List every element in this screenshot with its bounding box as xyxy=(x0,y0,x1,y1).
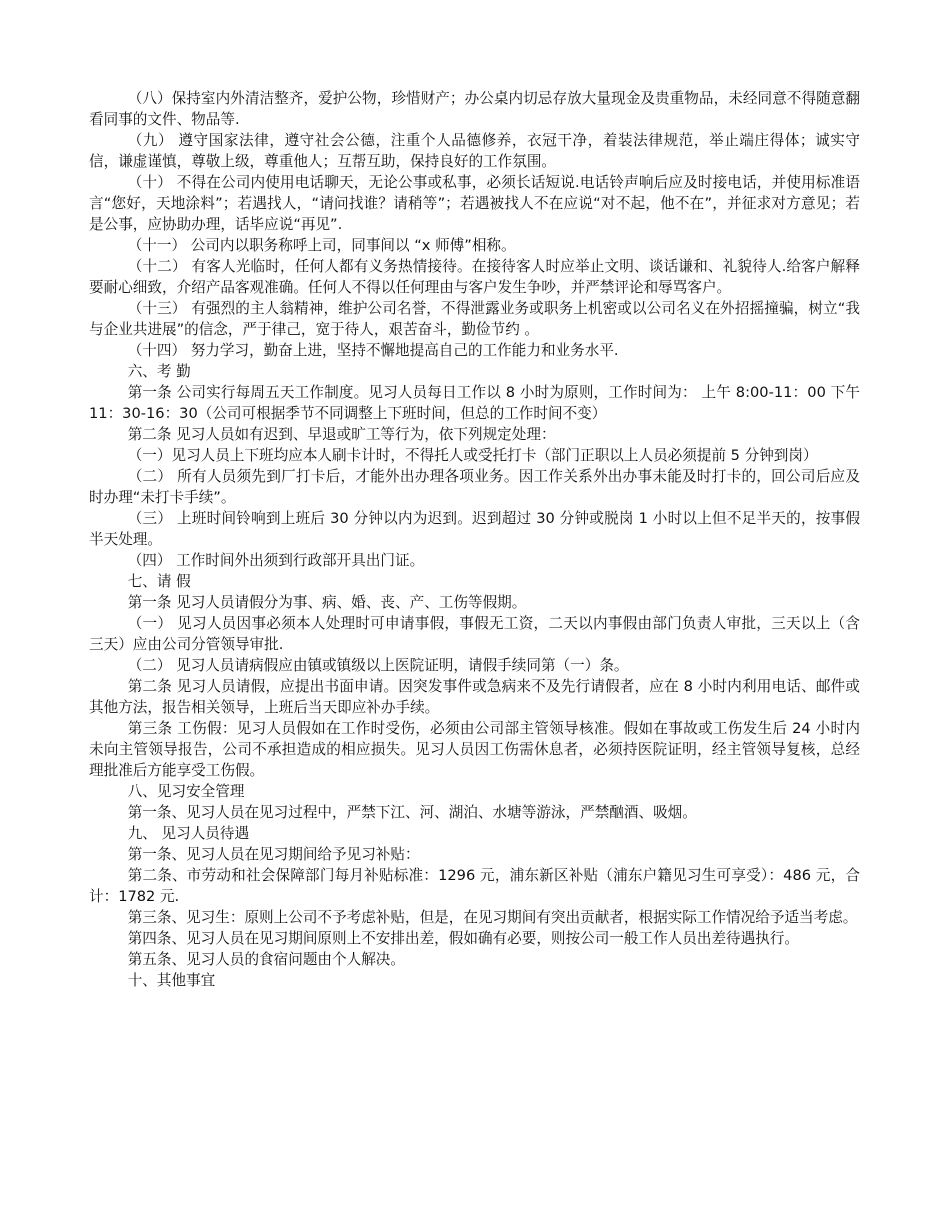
attendance-article-one: 第一条 公司实行每周五天工作制度。见习人员每日工作以 8 小时为原则，工作时间为： 上午 8:00-11：00 下午 11：30-16：30（公司可根据季节不同调整上下班时间，但总的工作时间不变） xyxy=(89,384,860,422)
clause-thirteen: （十三） 有强烈的主人翁精神，维护公司名誉，不得泄露业务或职务上机密或以公司名义在外招摇撞骗，树立“我与企业共进展”的信念，严于律己，宽于待人，艰苦奋斗，勤俭节约 。 xyxy=(89,300,860,338)
benefits-article-five: 第五条、见习人员的食宿问题由个人解决。 xyxy=(127,951,405,968)
benefits-article-two: 第二条、市劳动和社会保障部门每月补贴标准：1296 元，浦东新区补贴（浦东户籍见习生可享受）：486 元，合计：1782 元. xyxy=(89,867,860,905)
leave-article-two: 第二条 见习人员请假，应提出书面申请。因突发事件或急病来不及先行请假者，应在 8 小时内利用电话、邮件或其他方法，报告相关领导，上班后当天即应补办手续。 xyxy=(89,678,860,716)
section-heading-safety: 八、见习安全管理 xyxy=(127,783,245,800)
clause-ten: （十） 不得在公司内使用电话聊天，无论公事或私事，必须长话短说.电话铃声响后应及时接电话，并使用标准语言“您好，天地涂料”；若遇找人，“请问找谁？请稍等”；若遇被找人不在应说“对不起，他不在”，并征求对方意见；若是公事，应协助办理，话毕应说“再见”. xyxy=(89,174,860,233)
leave-article-three: 第三条 工伤假：见习人员假如在工作时受伤，必须由公司部主管领导核准。假如在事故或工伤发生后 24 小时内未向主管领导报告，公司不承担造成的相应损失。见习人员因工伤需休息者，必须持医院证明，经主管领导复核，总经理批准后方能享受工伤假。 xyxy=(89,720,860,779)
attendance-item-two: （二） 所有人员须先到厂打卡后，才能外出办理各项业务。因工作关系外出办事未能及时打卡的，回公司后应及时办理“未打卡手续”。 xyxy=(89,468,860,506)
clause-eleven: （十一） 公司内以职务称呼上司，同事间以 “x 师傅”相称。 xyxy=(127,237,516,254)
clause-nine: （九） 遵守国家法律，遵守社会公德，注重个人品德修养，衣冠干净，着装法律规范，举止端庄得体；诚实守信，谦虚谨慎，尊敬上级，尊重他人；互帮互助，保持良好的工作氛围。 xyxy=(89,132,860,170)
benefits-article-three: 第三条、见习生：原则上公司不予考虑补贴，但是，在见习期间有突出贡献者，根据实际工作情况给予适当考虑。 xyxy=(127,909,858,926)
section-heading-benefits: 九、 见习人员待遇 xyxy=(127,825,250,842)
section-heading-other: 十、其他事宜 xyxy=(127,972,216,989)
leave-article-one: 第一条 见习人员请假分为事、病、婚、丧、产、工伤等假期。 xyxy=(127,594,527,611)
safety-article-one: 第一条、见习人员在见习过程中，严禁下江、河、湖泊、水塘等游泳，严禁酗酒、吸烟。 xyxy=(127,804,697,821)
attendance-item-one: （一）见习人员上下班均应本人刷卡计时，不得托人或受托打卡（部门正职以上人员必须提前 5 分钟到岗） xyxy=(127,447,818,464)
section-heading-leave: 七、请 假 xyxy=(127,573,191,590)
clause-fourteen: （十四） 努力学习，勤奋上进，坚持不懈地提高自己的工作能力和业务水平. xyxy=(127,342,619,359)
leave-item-one: （一） 见习人员因事必须本人处理时可申请事假，事假无工资，二天以内事假由部门负责人审批，三天以上（含三天）应由公司分管领导审批. xyxy=(89,615,860,653)
section-heading-attendance: 六、考 勤 xyxy=(127,363,191,380)
leave-item-two: （二） 见习人员请病假应由镇或镇级以上医院证明，请假手续同第（一）条。 xyxy=(127,657,629,674)
attendance-item-four: （四） 工作时间外出须到行政部开具出门证。 xyxy=(127,552,425,569)
clause-eight: （八）保持室内外清洁整齐，爱护公物，珍惜财产；办公桌内切忌存放大量现金及贵重物品，未经同意不得随意翻看同事的文件、物品等. xyxy=(89,90,860,128)
clause-twelve: （十二） 有客人光临时，任何人都有义务热情接待。在接待客人时应举止文明、谈话谦和、礼貌待人.给客户解释要耐心细致，介绍产品客观准确。任何人不得以任何理由与客户发生争吵，并严禁评论和辱骂客户。 xyxy=(89,258,860,296)
attendance-item-three: （三） 上班时间铃响到上班后 30 分钟以内为迟到。迟到超过 30 分钟或脱岗 1 小时以上但不足半天的，按事假半天处理。 xyxy=(89,510,860,548)
benefits-article-four: 第四条、见习人员在见习期间原则上不安排出差，假如确有必要，则按公司一般工作人员出差待遇执行。 xyxy=(127,930,800,947)
benefits-article-one: 第一条、见习人员在见习期间给予见习补贴： xyxy=(127,846,420,863)
attendance-article-two: 第二条 见习人员如有迟到、早退或旷工等行为，依下列规定处理： xyxy=(127,426,556,443)
